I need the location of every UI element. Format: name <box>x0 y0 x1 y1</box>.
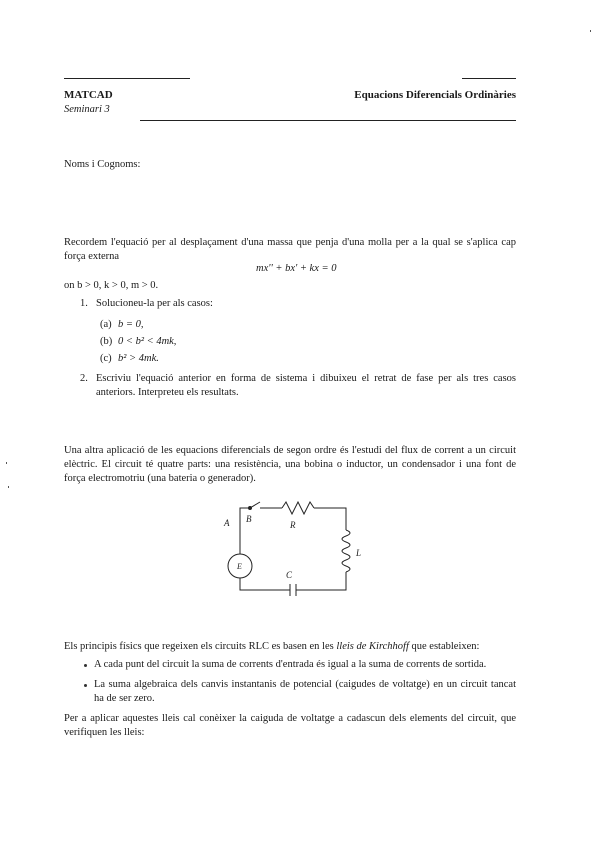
scan-speck <box>6 462 7 464</box>
task-2-number: 2. <box>80 373 88 384</box>
bullet-icon <box>84 684 87 687</box>
kirchhoff-intro <box>64 640 516 654</box>
spring-intro-paragraph: Recordem l'equació per al desplaçament d'una massa que penja d'una molla per a la qual se s'aplica cap força externa <box>64 237 516 262</box>
case-b-label: (b) <box>100 336 113 347</box>
scan-speck <box>8 486 9 488</box>
spring-conditions: on b > 0, k > 0, m > 0. <box>64 280 159 291</box>
voltage-drop-paragraph: Per a aplicar aquestes lleis cal conèixer la caiguda de voltatge a cadascun dels elements del circuit, que verifiquen les lleis: <box>64 713 516 738</box>
circuit-intro-paragraph: Una altra aplicació de les equacions diferencials de segon ordre és l'estudi del flux de corrent a un circuit elèctric. El circuit té quatre parts: una resistència, una bobina o inductor, un condensador i una font de força electromotriu (una bateria o generador). <box>64 445 516 484</box>
task-2-text: Escriviu l'equació anterior en forma de sistema i dibuixeu el retrat de fase per als tres casos anteriors. Interpreteu els resultats. <box>96 373 516 398</box>
circuit-label-c: C <box>286 570 293 580</box>
inductor-coil <box>342 530 350 572</box>
subject-title: Equacions Diferencials Ordinàries <box>354 89 516 101</box>
spring-equation: mx'' + bx' + kx = 0 <box>256 263 337 274</box>
header-bottom-rule <box>140 120 516 121</box>
scan-speck <box>590 30 591 32</box>
kirchhoff-intro-post: que estableixen: <box>408 641 480 652</box>
rlc-circuit-diagram <box>210 492 370 608</box>
course-title: MATCAD <box>64 89 113 101</box>
kirchhoff-law-name: lleis de Kirchhoff <box>336 641 409 652</box>
bullet-icon <box>84 664 87 667</box>
header-top-rule-left <box>64 78 190 79</box>
case-c-text: b² > 4mk. <box>118 353 159 364</box>
circuit-label-e: E <box>237 562 242 571</box>
header-top-rule-right <box>462 78 516 79</box>
capacitor-plates <box>290 584 296 596</box>
name-field-label: Noms i Cognoms: <box>64 159 141 170</box>
circuit-label-r: R <box>290 520 296 530</box>
case-a-text: b = 0, <box>118 319 144 330</box>
case-a-label: (a) <box>100 319 112 330</box>
circuit-label-b: B <box>246 514 252 524</box>
session-label: Seminari 3 <box>64 104 110 115</box>
task-1-number: 1. <box>80 298 88 309</box>
circuit-label-l: L <box>356 548 362 558</box>
case-b-text: 0 < b² < 4mk, <box>118 336 177 347</box>
kirchhoff-intro-pre: Els principis físics que regeixen els circuits RLC es basen en les <box>64 641 337 652</box>
case-c-label: (c) <box>100 353 112 364</box>
kirchhoff-law-2: La suma algebraica dels canvis instantanis de potencial (caigudes de voltatge) en un circuit tancat ha de ser zero. <box>94 679 516 704</box>
circuit-label-a: A <box>224 518 230 528</box>
resistor-zigzag <box>282 502 314 514</box>
task-1-text: Solucioneu-la per als casos: <box>96 298 213 309</box>
kirchhoff-law-1: A cada punt del circuit la suma de corrents d'entrada és igual a la suma de corrents de sortida. <box>94 659 487 670</box>
